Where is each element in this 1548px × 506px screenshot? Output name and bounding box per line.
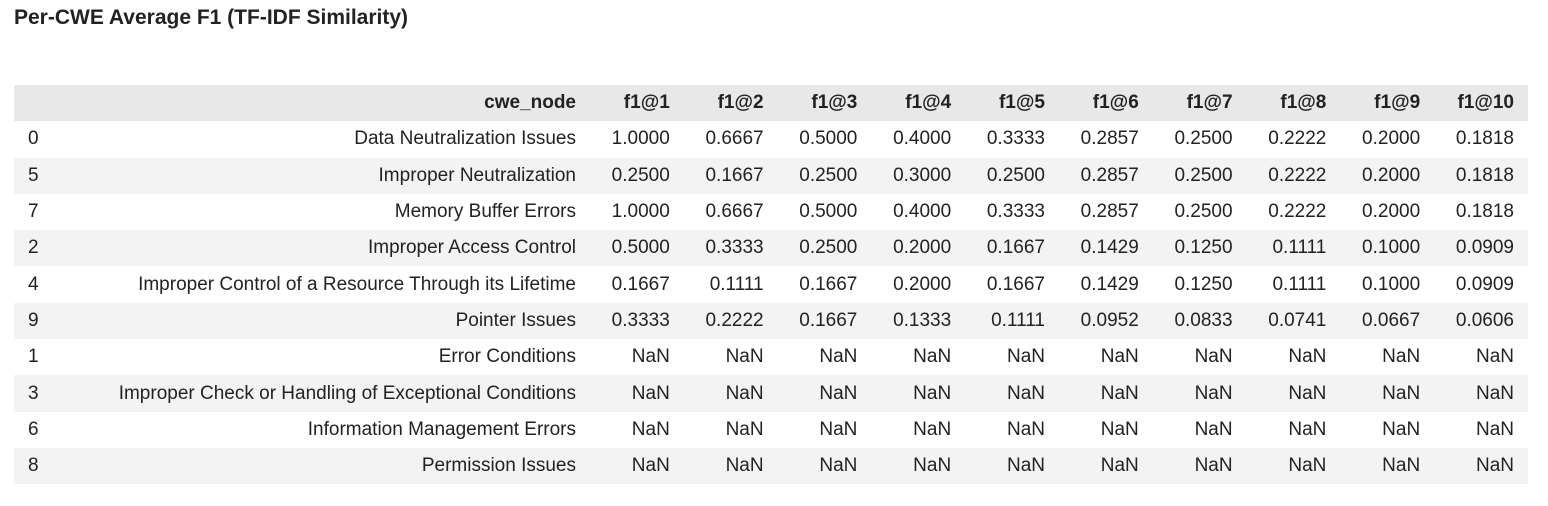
f1-value-cell: 0.3333: [986, 128, 1045, 150]
cwe-node-cell: Information Management Errors: [307, 418, 576, 440]
f1-value-cell: NaN: [725, 382, 764, 404]
column-header-f1-at-4: f1@4: [905, 92, 952, 114]
column-header-f1-at-9: f1@9: [1374, 92, 1421, 114]
f1-value-cell: NaN: [1006, 382, 1045, 404]
f1-value-cell: NaN: [1100, 455, 1139, 477]
f1-value-cell: 0.1111: [709, 273, 764, 295]
f1-value-cell: NaN: [1382, 382, 1421, 404]
f1-value-cell: 0.1818: [1455, 164, 1514, 186]
table-row: [14, 266, 1528, 302]
f1-value-cell: NaN: [819, 346, 858, 368]
f1-value-cell: 0.1111: [991, 309, 1045, 331]
column-header-f1-at-6: f1@6: [1092, 92, 1139, 114]
f1-value-cell: NaN: [725, 455, 764, 477]
f1-value-cell: 0.3000: [893, 164, 952, 186]
f1-value-cell: 0.0667: [1362, 309, 1421, 331]
f1-value-cell: NaN: [1194, 455, 1233, 477]
column-header-f1-at-8: f1@8: [1280, 92, 1327, 114]
table-row: [14, 158, 1528, 194]
f1-value-cell: 0.2000: [1362, 128, 1421, 150]
f1-value-cell: NaN: [631, 418, 670, 440]
f1-value-cell: 0.1818: [1455, 128, 1514, 150]
f1-value-cell: 0.0909: [1455, 237, 1514, 259]
f1-value-cell: 0.2222: [1268, 164, 1327, 186]
row-index: 2: [28, 237, 39, 259]
table-header: [14, 85, 1528, 121]
cwe-node-cell: Memory Buffer Errors: [394, 201, 576, 223]
f1-value-cell: NaN: [819, 382, 858, 404]
f1-value-cell: NaN: [1194, 382, 1233, 404]
f1-value-cell: NaN: [1288, 455, 1327, 477]
f1-value-cell: NaN: [913, 382, 952, 404]
f1-value-cell: 0.1667: [611, 273, 670, 295]
f1-value-cell: NaN: [1475, 455, 1514, 477]
f1-value-cell: 0.0833: [1174, 309, 1233, 331]
f1-value-cell: 0.2500: [611, 164, 670, 186]
f1-value-cell: 0.6667: [705, 128, 764, 150]
f1-value-cell: NaN: [1382, 346, 1421, 368]
f1-value-cell: 0.2500: [799, 164, 858, 186]
f1-value-cell: NaN: [1006, 418, 1045, 440]
f1-value-cell: 0.3333: [611, 309, 670, 331]
f1-value-cell: NaN: [725, 346, 764, 368]
f1-value-cell: 0.1667: [799, 273, 858, 295]
table-row: [14, 375, 1528, 411]
f1-value-cell: 0.2000: [1362, 201, 1421, 223]
f1-value-cell: 0.5000: [799, 128, 858, 150]
f1-value-cell: NaN: [631, 455, 670, 477]
f1-value-cell: 0.3333: [705, 237, 764, 259]
f1-value-cell: 0.0952: [1080, 309, 1139, 331]
row-index: 1: [28, 346, 39, 368]
cwe-node-cell: Improper Check or Handling of Exceptional Conditions: [118, 382, 576, 404]
table-body: [14, 121, 1528, 484]
f1-value-cell: NaN: [1475, 418, 1514, 440]
f1-value-cell: 0.2500: [986, 164, 1045, 186]
cwe-node-cell: Data Neutralization Issues: [354, 128, 576, 150]
dataframe-table: [14, 85, 1528, 484]
f1-value-cell: 0.2857: [1080, 128, 1139, 150]
index-header: [14, 85, 60, 121]
f1-value-cell: 0.2000: [893, 273, 952, 295]
table-row: [14, 448, 1528, 484]
f1-value-cell: 0.1333: [893, 309, 952, 331]
f1-value-cell: NaN: [1100, 418, 1139, 440]
column-header-f1-at-2: f1@2: [717, 92, 764, 114]
row-index: 6: [28, 418, 39, 440]
column-header-f1-at-7: f1@7: [1186, 92, 1233, 114]
column-header-f1-at-3: f1@3: [811, 92, 858, 114]
f1-value-cell: 0.2500: [1174, 201, 1233, 223]
f1-value-cell: NaN: [1475, 382, 1514, 404]
f1-value-cell: 0.1818: [1455, 201, 1514, 223]
f1-value-cell: NaN: [1194, 346, 1233, 368]
f1-value-cell: 0.1111: [1272, 237, 1327, 259]
f1-value-cell: NaN: [819, 418, 858, 440]
f1-value-cell: NaN: [631, 382, 670, 404]
f1-value-cell: 0.1667: [705, 164, 764, 186]
f1-value-cell: NaN: [1100, 382, 1139, 404]
f1-value-cell: NaN: [1382, 455, 1421, 477]
f1-value-cell: 0.4000: [893, 201, 952, 223]
f1-value-cell: 0.2857: [1080, 201, 1139, 223]
column-header-f1-at-5: f1@5: [998, 92, 1045, 114]
f1-value-cell: NaN: [1288, 382, 1327, 404]
table-row: [14, 339, 1528, 375]
column-header-f1-at-1: f1@1: [623, 92, 670, 114]
f1-value-cell: 0.2500: [799, 237, 858, 259]
cwe-node-cell: Improper Control of a Resource Through its Lifetime: [138, 273, 576, 295]
f1-value-cell: NaN: [1382, 418, 1421, 440]
row-index: 0: [28, 128, 39, 150]
row-index: 5: [28, 164, 39, 186]
cwe-node-cell: Error Conditions: [438, 346, 576, 368]
f1-value-cell: 0.6667: [705, 201, 764, 223]
f1-value-cell: 0.5000: [611, 237, 670, 259]
f1-value-cell: 0.0606: [1455, 309, 1514, 331]
header-row: [14, 85, 1528, 121]
f1-value-cell: 0.1000: [1362, 237, 1421, 259]
column-header-f1-at-10: f1@10: [1457, 92, 1514, 114]
f1-value-cell: NaN: [1288, 346, 1327, 368]
row-index: 3: [28, 382, 39, 404]
f1-value-cell: NaN: [1475, 346, 1514, 368]
f1-value-cell: 0.1429: [1080, 273, 1139, 295]
table-row: [14, 303, 1528, 339]
f1-value-cell: 0.1111: [1272, 273, 1327, 295]
f1-value-cell: 0.1250: [1174, 273, 1233, 295]
f1-value-cell: 0.0909: [1455, 273, 1514, 295]
f1-value-cell: 0.0741: [1268, 309, 1327, 331]
f1-value-cell: 0.1429: [1080, 237, 1139, 259]
f1-value-cell: 1.0000: [611, 201, 670, 223]
row-index: 7: [28, 201, 39, 223]
table-row: [14, 230, 1528, 266]
table-row: [14, 194, 1528, 230]
f1-value-cell: NaN: [1194, 418, 1233, 440]
table-row: [14, 412, 1528, 448]
f1-value-cell: 0.2857: [1080, 164, 1139, 186]
f1-value-cell: 0.3333: [986, 201, 1045, 223]
f1-value-cell: 0.1250: [1174, 237, 1233, 259]
table-title: Per-CWE Average F1 (TF-IDF Similarity): [14, 6, 409, 29]
f1-value-cell: 0.1667: [986, 237, 1045, 259]
f1-value-cell: NaN: [1100, 346, 1139, 368]
f1-value-cell: NaN: [913, 455, 952, 477]
f1-value-cell: 0.2000: [1362, 164, 1421, 186]
f1-value-cell: 1.0000: [611, 128, 670, 150]
f1-value-cell: 0.2000: [893, 237, 952, 259]
f1-value-cell: 0.4000: [893, 128, 952, 150]
f1-value-cell: 0.2222: [705, 309, 764, 331]
row-index: 4: [28, 273, 39, 295]
row-index: 9: [28, 309, 39, 331]
f1-value-cell: 0.2222: [1268, 201, 1327, 223]
f1-value-cell: NaN: [631, 346, 670, 368]
f1-value-cell: 0.1667: [799, 309, 858, 331]
f1-value-cell: 0.2500: [1174, 128, 1233, 150]
f1-value-cell: 0.1667: [986, 273, 1045, 295]
cwe-node-cell: Improper Access Control: [367, 237, 576, 259]
f1-value-cell: NaN: [725, 418, 764, 440]
f1-value-cell: NaN: [913, 346, 952, 368]
f1-value-cell: NaN: [1006, 455, 1045, 477]
f1-value-cell: 0.2222: [1268, 128, 1327, 150]
f1-value-cell: 0.1000: [1362, 273, 1421, 295]
row-index: 8: [28, 455, 39, 477]
f1-value-cell: NaN: [1006, 346, 1045, 368]
cwe-node-cell: Permission Issues: [421, 455, 576, 477]
f1-value-cell: NaN: [1288, 418, 1327, 440]
f1-value-cell: 0.5000: [799, 201, 858, 223]
f1-value-cell: NaN: [913, 418, 952, 440]
cwe-node-cell: Pointer Issues: [455, 309, 576, 331]
table-row: [14, 121, 1528, 157]
f1-value-cell: 0.2500: [1174, 164, 1233, 186]
cwe-node-cell: Improper Neutralization: [378, 164, 576, 186]
f1-value-cell: NaN: [819, 455, 858, 477]
column-header-cwe-node: cwe_node: [484, 92, 576, 114]
